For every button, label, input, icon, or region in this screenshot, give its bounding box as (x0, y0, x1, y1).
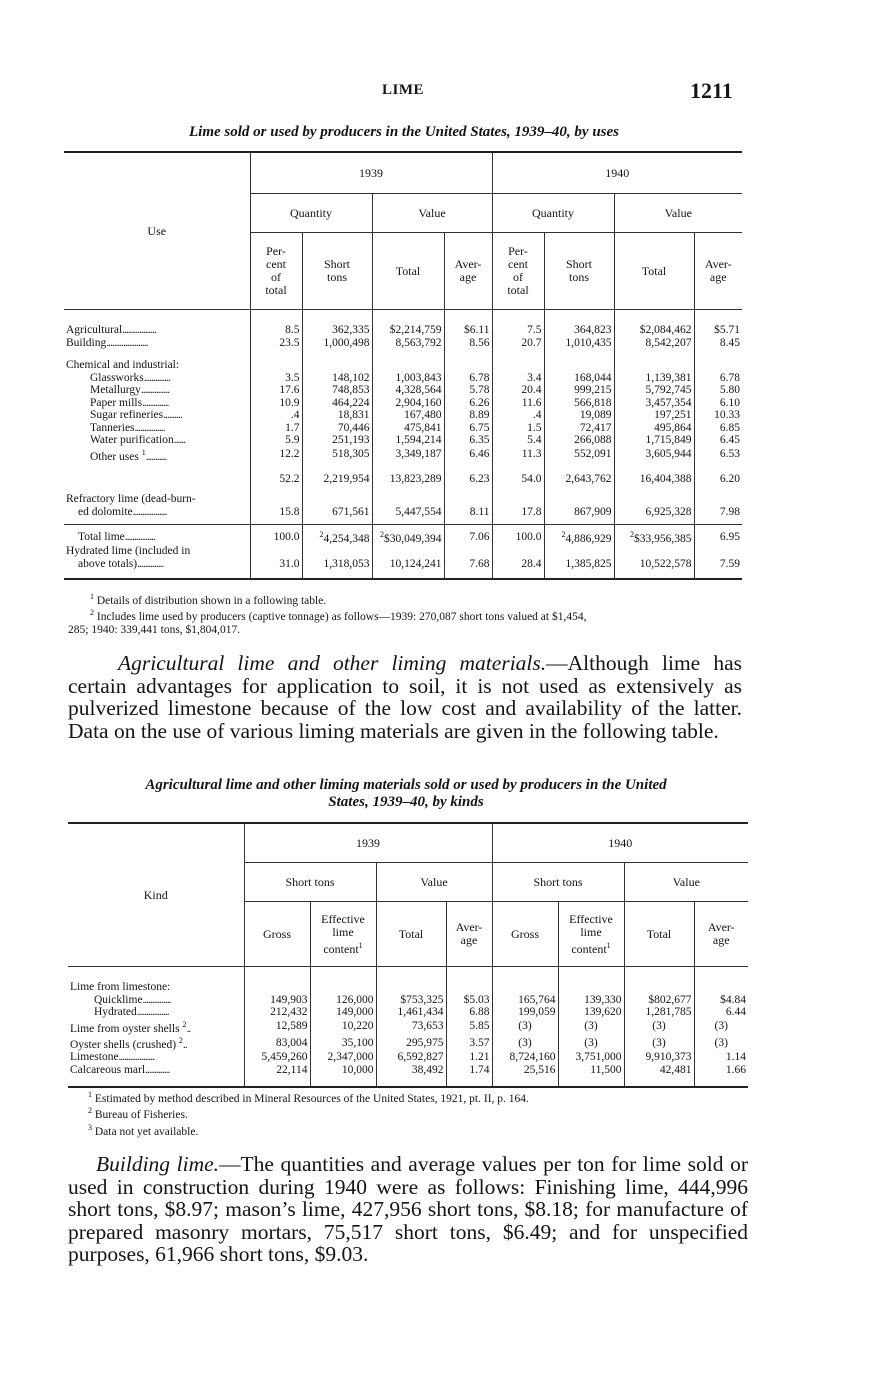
col-header-value-1939: Value (372, 194, 492, 233)
table-row: Hydrated lime (included in (64, 545, 742, 558)
table1-caption: Lime sold or used by producers in the United States, 1939–40, by uses (188, 124, 619, 140)
table-row: Limestone................... 5,459,260 2,347,000 6,592,827 1.21 8,724,160 3,751,000 9,910,373 1.14 (70, 1051, 746, 1064)
col-header-total-1939: Total (372, 233, 444, 310)
table-row: Paper mills.............. 10.9 464,224 2,904,160 6.26 11.6 566,818 3,457,354 6.10 (64, 397, 742, 410)
table2-footnotes: $^1$ Estimated by method described in Mineral Resources of the United States, 1921, pt. II, p. 164. $^2$ Bureau of Fisheries. $^3$ Data not yet available. (88, 1090, 529, 1138)
col-header-1940: 1940 (492, 823, 748, 863)
col-header-1939: 1939 (244, 823, 492, 863)
page-number: 1211 (690, 78, 733, 103)
col-header-quantity-1939: Quantity (250, 194, 372, 233)
table-row: Quicklime............... 149,903 126,000 $753,325 $5.03 165,764 139,330 $802,677 $4.84 (68, 994, 748, 1007)
col-header-effective-1940: Effective lime content$^1$ (558, 902, 624, 967)
table1-footnotes: $^1$ Details of distribution shown in a following table. $^2$ Includes lime used by producers (captive tonnage) as follows—1939: 270,087 short tons valued at $1,454, 285; 1940: 339,441 tons, $1,804,017. (68, 592, 587, 636)
col-header-1940: 1940 (492, 152, 742, 194)
table2-caption: Agricultural lime and other liming materials sold or used by producers in the United States, 1939–40, by kinds (145, 777, 667, 810)
paragraph-building-lime: Building lime.—The quantities and average values per ton for lime sold or used in construction during 1940 were as follows: Finishing lime, 444,996 short tons, $8.97; mason’s lime, 427,956 short tons, $8.18; for manufacture of prepared masonry mortars, 75,517 short tons, $6.49; and for unspecified purposes, 61,966 short tons, $9.03. (68, 1152, 748, 1266)
table-row: Total lime................ 100.0 $^2$4,254,348 $^2$\$30,049,394 7.06 100.0 $^2$4,886,929 $^2$\$33,956,385 6.95 (64, 524, 742, 545)
col-header-short-tons-1940: Short tons (544, 233, 614, 310)
col-header-kind: Kind (68, 823, 244, 967)
col-header-total-1940: Total (624, 902, 694, 967)
table-row: above totals).............. 31.0 1,318,053 10,124,241 7.68 28.4 1,385,825 10,522,578 7.59 (64, 558, 742, 580)
table-row: Glassworks.............. 3.5 148,102 1,003,843 6.78 3.4 168,044 1,139,381 6.78 (64, 372, 742, 385)
col-header-gross-1939: Gross (244, 902, 310, 967)
running-head (0, 78, 872, 108)
table-row: Lime from oyster shells $^2$.. 12,589 10,220 73,653 5.85 (3) (3) (3) (3) (70, 1019, 728, 1035)
running-head-title: LIME (382, 82, 425, 98)
table-row: Tanneries................ 1.7 70,446 475,841 6.75 1.5 72,417 495,864 6.85 (64, 422, 742, 435)
table-row: Hydrated................. 212,432 149,000 1,461,434 6.88 199,059 139,620 1,281,785 6.44 (68, 1006, 748, 1019)
col-header-use: Use (64, 152, 250, 310)
paragraph-agricultural-lime: Agricultural lime and other liming materials.—Although lime has certain advantages for application to soil, it is not used as extensively as pulverized limestone because of the low cost and availability of the latter. Data on the use of various liming materials are given in the following table. (68, 651, 742, 743)
col-header-percent-1939: Per- cent of total (250, 233, 302, 310)
col-header-short-tons-1939: Short tons (302, 233, 372, 310)
table-row: Chemical and industrial: (64, 359, 742, 372)
col-header-value-1940: Value (614, 194, 742, 233)
table-row: Other uses $^1$........... 12.2 518,305 3,349,187 6.46 11.3 552,091 3,605,944 6.53 (64, 447, 742, 463)
table-row: Oyster shells (crushed) $^2$.. 83,004 35,100 295,975 3.57 (3) (3) (3) (3) (70, 1035, 728, 1051)
col-header-average-1940: Aver- age (694, 233, 742, 310)
col-header-short-tons-1940: Short tons (492, 863, 624, 902)
table-row: Calcareous marl............. 22,114 10,000 38,492 1.74 25,516 11,500 42,481 1.66 (68, 1064, 748, 1088)
col-header-total-1940: Total (614, 233, 694, 310)
col-header-gross-1940: Gross (492, 902, 558, 967)
table-row: 52.2 2,219,954 13,823,289 6.23 54.0 2,643,762 16,404,388 6.20 (64, 473, 742, 486)
table-row: Building...................... 23.5 1,000,498 8,563,792 8.56 20.7 1,010,435 8,542,207 8.45 (66, 336, 740, 349)
table2 (68, 822, 748, 1088)
table1 (64, 151, 742, 580)
col-header-total-1939: Total (376, 902, 446, 967)
table-row: Water purification...... 5.9 251,193 1,594,214 6.35 5.4 266,088 1,715,849 6.45 (64, 434, 742, 447)
col-header-effective-1939: Effective lime content$^1$ (310, 902, 376, 967)
col-header-average-1939: Aver- age (444, 233, 492, 310)
col-header-value-1940: Value (624, 863, 748, 902)
table-row: Refractory lime (dead-burn- (64, 493, 742, 506)
col-header-average-1939: Aver- age (446, 902, 492, 967)
col-header-value-1939: Value (376, 863, 492, 902)
col-header-average-1940: Aver- age (694, 902, 748, 967)
table-row: Sugar refineries.......... .4 18,831 167,480 8.89 .4 19,089 197,251 10.33 (64, 409, 742, 422)
table-row: Lime from limestone: (68, 981, 748, 994)
col-header-quantity-1940: Quantity (492, 194, 614, 233)
col-header-1939: 1939 (250, 152, 492, 194)
table-row: Agricultural.................. 8.5 362,335 $2,214,759 $6.11 7.5 364,823 $2,084,462 $5.71 (66, 324, 740, 336)
table-row: Metallurgy............... 17.6 748,853 4,328,564 5.78 20.4 999,215 5,792,745 5.80 (64, 384, 742, 397)
table-row: ed dolomite.................. 15.8 671,561 5,447,554 8.11 17.8 867,909 6,925,328 7.98 (64, 506, 742, 519)
col-header-percent-1940: Per- cent of total (492, 233, 544, 310)
col-header-short-tons-1939: Short tons (244, 863, 376, 902)
